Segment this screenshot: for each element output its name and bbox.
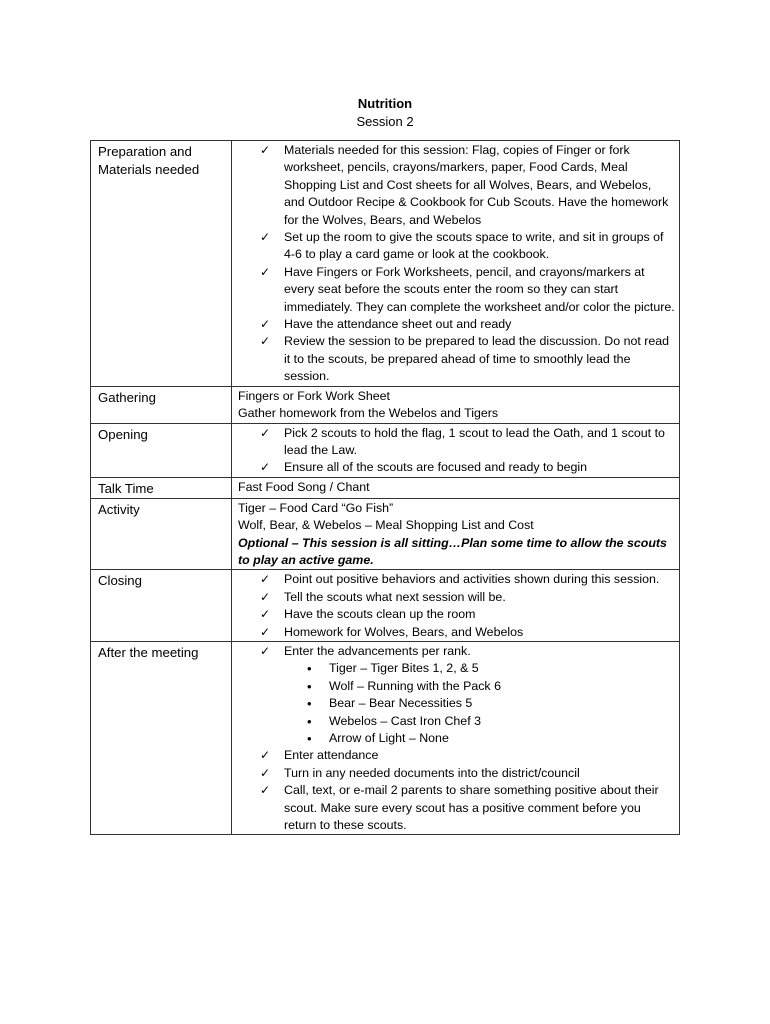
checklist-item xyxy=(238,643,675,660)
opening-checklist xyxy=(238,425,675,477)
checklist-item: ✓ Set up the room to give the scouts space to write, and sit in groups of 4-6 to play a card game or look at the cookbook. xyxy=(238,229,675,264)
checklist-item-text: Enter the advancements per rank. xyxy=(284,643,471,658)
row-activity xyxy=(91,498,680,570)
after-meeting-checklist-continued xyxy=(238,747,675,834)
text-line: Fingers or Fork Work Sheet xyxy=(238,388,390,403)
preparation-checklist xyxy=(238,142,675,386)
content-closing xyxy=(232,570,680,642)
row-preparation xyxy=(91,141,680,387)
rank-item: • Bear – Bear Necessities 5 xyxy=(238,695,675,712)
text-line: Wolf, Bear, & Webelos – Meal Shopping List and Cost xyxy=(238,518,534,533)
rank-item: • Tiger – Tiger Bites 1, 2, & 5 xyxy=(238,660,675,677)
label-after-meeting: After the meeting xyxy=(91,641,232,834)
checklist-item: ✓ Turn in any needed documents into the district/council xyxy=(238,765,675,782)
document-title-block xyxy=(0,95,770,131)
row-talk-time xyxy=(91,477,680,498)
rank-advancement-list xyxy=(238,660,675,747)
content-preparation xyxy=(232,141,680,387)
checklist-item: ✓ Call, text, or e-mail 2 parents to share something positive about their scout. Make sure every scout has a positive comment before you return to these scouts. xyxy=(238,782,675,834)
rank-item: • Arrow of Light – None xyxy=(238,730,675,747)
label-gathering: Gathering xyxy=(91,386,232,423)
checklist-item: ✓ Point out positive behaviors and activities shown during this session. xyxy=(238,571,675,588)
row-closing xyxy=(91,570,680,642)
content-gathering xyxy=(232,386,680,423)
session-subtitle: Session 2 xyxy=(356,114,414,129)
content-activity xyxy=(232,498,680,570)
text-line: Tiger – Food Card “Go Fish” xyxy=(238,500,394,515)
session-plan-table xyxy=(90,140,680,835)
checklist-item: ✓ Have Fingers or Fork Worksheets, pencil, and crayons/markers at every seat before the scouts enter the room so they can start immediately. They can complete the worksheet and/or color the picture. xyxy=(238,264,675,316)
label-closing: Closing xyxy=(91,570,232,642)
rank-item: • Wolf – Running with the Pack 6 xyxy=(238,678,675,695)
content-opening xyxy=(232,423,680,477)
text-line: Gather homework from the Webelos and Tigers xyxy=(238,406,499,421)
row-gathering xyxy=(91,386,680,423)
checklist-item: ✓ Tell the scouts what next session will be. xyxy=(238,589,675,606)
after-meeting-checklist xyxy=(238,643,675,660)
checklist-item: ✓ Ensure all of the scouts are focused and ready to begin xyxy=(238,459,675,476)
text-line: Fast Food Song / Chant xyxy=(238,479,370,494)
checklist-item: ✓ Enter attendance xyxy=(238,747,675,764)
optional-note: Optional – This session is all sitting…Plan some time to allow the scouts to play an active game. xyxy=(238,535,667,567)
label-activity: Activity xyxy=(91,498,232,570)
content-after-meeting xyxy=(232,641,680,834)
content-talk-time xyxy=(232,477,680,498)
page-title: Nutrition xyxy=(357,96,413,111)
row-after-meeting xyxy=(91,641,680,834)
rank-item: • Webelos – Cast Iron Chef 3 xyxy=(238,713,675,730)
checklist-item: ✓ Homework for Wolves, Bears, and Webelos xyxy=(238,624,675,641)
label-preparation-line2: Materials needed xyxy=(98,162,200,177)
checklist-item: ✓ Pick 2 scouts to hold the flag, 1 scout to lead the Oath, and 1 scout to lead the Law. xyxy=(238,425,675,460)
closing-checklist xyxy=(238,571,675,641)
checklist-item: ✓ Have the attendance sheet out and ready xyxy=(238,316,675,333)
checklist-item: ✓ Materials needed for this session: Flag, copies of Finger or fork worksheet, pencils, crayons/markers, paper, Food Cards, Meal Shopping List and Cost sheets for all Wolves, Bears, and Webelos, and Outdoor Recipe & Cookbook for Cub Scouts. Have the homework for the Wolves, Bears, and Webelos xyxy=(238,142,675,229)
label-preparation-line1: Preparation and xyxy=(98,144,192,159)
row-opening xyxy=(91,423,680,477)
label-preparation xyxy=(91,141,232,387)
label-opening: Opening xyxy=(91,423,232,477)
checklist-item: ✓ Have the scouts clean up the room xyxy=(238,606,675,623)
label-talk-time: Talk Time xyxy=(91,477,232,498)
checklist-item: ✓ Review the session to be prepared to lead the discussion. Do not read it to the scouts, be prepared ahead of time to smoothly lead the session. xyxy=(238,333,675,385)
